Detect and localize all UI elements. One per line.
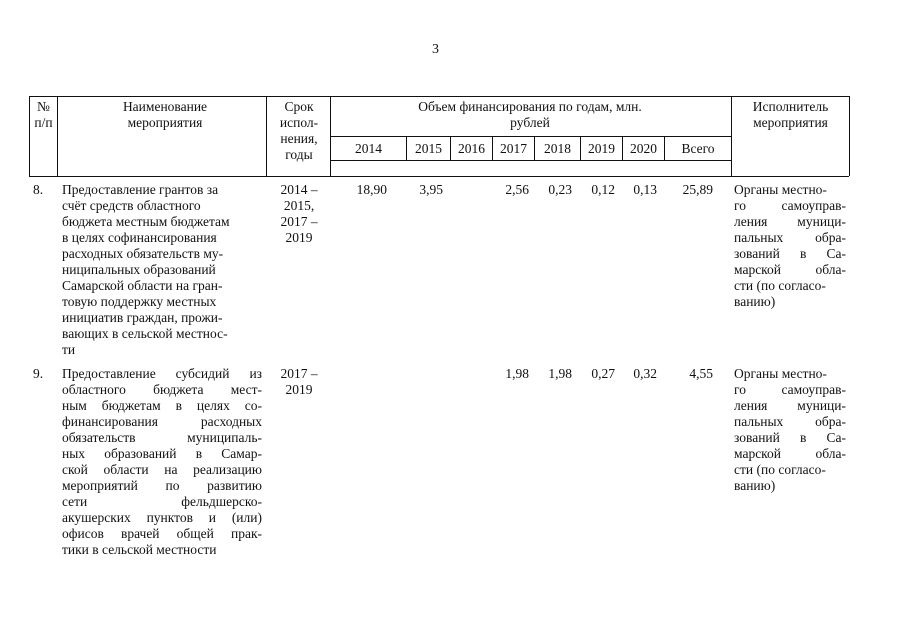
years-top-line (330, 136, 731, 137)
row-executor-line: марской обла- (734, 446, 846, 461)
row-executor-line: ванию) (734, 294, 776, 309)
value-total: 25,89 (682, 182, 713, 197)
grid-vline (330, 96, 331, 176)
grid-vline (731, 96, 732, 176)
row-executor-line: ления муници- (734, 214, 846, 229)
row-executor-line: ванию) (734, 478, 776, 493)
grid-vline (849, 96, 850, 176)
value-2019: 0,12 (591, 182, 615, 197)
row-executor-line: пальных обра- (734, 230, 846, 245)
row-term-line: 2014 – (280, 182, 318, 197)
row-executor-line: го самоуправ- (734, 382, 846, 397)
row-name-line: бюджета местным бюджетам (62, 214, 230, 229)
value-2020: 0,32 (633, 366, 657, 381)
row-name-line: Предоставление субсидий из (62, 366, 262, 381)
header-bottom-line (29, 176, 849, 177)
grid-vline (266, 96, 267, 176)
row-name-line: обязательств муниципаль- (62, 430, 262, 445)
row-name-line: офисов врачей общей прак- (62, 526, 262, 541)
row-name-line: тики в сельской местности (62, 542, 217, 557)
row-executor-line: го самоуправ- (734, 198, 846, 213)
row-number: 9. (33, 366, 44, 381)
header-number: № п/п (34, 99, 53, 130)
row-name-line: расходных обязательств му- (62, 246, 224, 261)
row-executor-line: ления муници- (734, 398, 846, 413)
row-executor-line: марской обла- (734, 262, 846, 277)
row-executor (734, 366, 846, 494)
grid-vline (57, 96, 58, 176)
row-executor (734, 182, 846, 310)
row-executor-line: Органы местно- (734, 182, 827, 197)
row-executor-line: Органы местно- (734, 366, 827, 381)
value-total: 4,55 (689, 366, 713, 381)
header-name: Наименование мероприятия (122, 99, 208, 130)
header-funding: Объем финансирования по годам, млн. рублей (418, 99, 642, 130)
row-name-line: Самарской области на гран- (62, 278, 223, 293)
value-2015: 3,95 (419, 182, 443, 197)
year-2016: 2016 (458, 141, 485, 156)
row-name-line: товую поддержку местных (62, 294, 217, 309)
value-2018: 1,98 (548, 366, 572, 381)
row-name-line: инициатив граждан, прожи- (62, 310, 223, 325)
row-name-line: сети фельдшерско- (62, 494, 262, 509)
row-name-line: ской области на реализацию (62, 462, 262, 477)
row-term-line: 2019 (285, 230, 313, 245)
header-term: Срок испол-нения, годы (279, 99, 319, 162)
row-name-line: ным бюджетам в целях со- (62, 398, 262, 413)
years-bottom-line (330, 160, 731, 161)
year-2017: 2017 (500, 141, 527, 156)
year-2018: 2018 (544, 141, 571, 156)
page-number: 3 (432, 42, 439, 57)
year-2019: 2019 (588, 141, 615, 156)
row-executor-line: зований в Са- (734, 246, 846, 261)
value-2017: 1,98 (505, 366, 529, 381)
header-top-line (29, 96, 849, 97)
row-name (62, 366, 262, 558)
year-2015: 2015 (415, 141, 442, 156)
row-term-line: 2019 (285, 382, 313, 397)
value-2019: 0,27 (591, 366, 615, 381)
row-number: 8. (33, 182, 44, 197)
row-name-line: в целях софинансирования (62, 230, 217, 245)
row-term-line: 2017 – (280, 214, 318, 229)
row-name-line: областного бюджета мест- (62, 382, 262, 397)
row-name-line: ных образований в Самар- (62, 446, 262, 461)
row-name-line: ти (62, 342, 76, 357)
row-executor-line: пальных обра- (734, 414, 846, 429)
value-2014: 18,90 (356, 182, 387, 197)
row-name-line: счёт средств областного (62, 198, 201, 213)
row-name-line: финансирования расходных (62, 414, 262, 429)
year-2020: 2020 (630, 141, 657, 156)
row-term (268, 182, 330, 246)
value-2020: 0,13 (633, 182, 657, 197)
value-2017: 2,56 (505, 182, 529, 197)
year-2014: 2014 (355, 141, 382, 156)
row-name-line: мероприятий по развитию (62, 478, 262, 493)
row-executor-line: зований в Са- (734, 430, 846, 445)
row-name-line: ниципальных образований (62, 262, 216, 277)
year-total: Всего (681, 141, 715, 156)
row-name (62, 182, 262, 358)
row-name-line: акушерских пунктов и (или) (62, 510, 262, 525)
row-name-line: Предоставление грантов за (62, 182, 219, 197)
value-2018: 0,23 (548, 182, 572, 197)
row-name-line: вающих в сельской местнос- (62, 326, 228, 341)
row-executor-line: сти (по согласо- (734, 462, 826, 477)
header-executor: Исполнитель мероприятия (752, 99, 829, 130)
row-term (268, 366, 330, 398)
row-executor-line: сти (по согласо- (734, 278, 826, 293)
row-term-line: 2015, (283, 198, 315, 213)
row-term-line: 2017 – (280, 366, 318, 381)
